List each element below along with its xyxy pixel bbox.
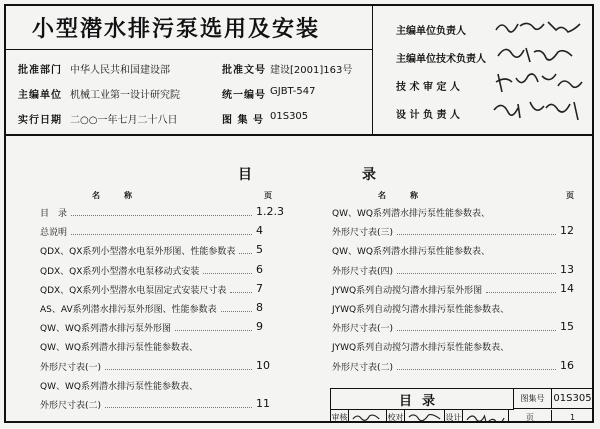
handwritten-signature	[490, 40, 586, 68]
toc-title-left: 目	[238, 167, 252, 183]
toc-leader-dots	[105, 360, 252, 370]
column-header-page: 页	[264, 191, 272, 200]
toc-entry-page: 16	[560, 358, 574, 372]
toc-entry-label: QW、WQ系列潜水排污泵性能参数表、	[40, 343, 198, 354]
toc-entry-label: QW、WQ系列潜水排污泵性能参数表、	[40, 381, 198, 392]
toc-entry-page: 6	[256, 262, 263, 276]
toc-entry-page: 10	[256, 358, 270, 372]
toc-leader-dots	[486, 283, 556, 293]
toc-entry-page: 7	[256, 281, 263, 295]
info-row-date	[6, 108, 372, 128]
toc-row	[40, 321, 286, 335]
toc-entry-label: 外形尺寸表(一)	[332, 324, 394, 335]
handwritten-signature	[490, 68, 586, 96]
toc-row	[40, 264, 286, 278]
toc-row	[332, 340, 590, 354]
toc-entry-label: JYWQ系列自动搅匀潜水排污泵外形图	[332, 285, 483, 296]
signature-role: 主编单位技术负责人	[396, 54, 486, 65]
toc-entry-page: 4	[256, 224, 263, 238]
toc-leader-dots	[397, 264, 556, 274]
toc-row	[40, 206, 286, 220]
design-label: 设计	[445, 410, 463, 423]
title-block-main: 目录	[331, 389, 514, 410]
toc-leader-dots	[175, 321, 252, 331]
toc-entry-page: 12	[560, 224, 574, 238]
toc-row	[332, 283, 590, 297]
info-value: 01S305	[270, 111, 309, 122]
toc-leader-dots	[397, 225, 556, 235]
toc-leader-dots	[230, 283, 252, 293]
toc-entry-page: 8	[256, 301, 263, 314]
toc-leader-dots	[71, 206, 252, 216]
info-key: 批准部门	[18, 65, 62, 76]
info-key: 主编单位	[18, 90, 62, 101]
toc-leader-dots	[203, 264, 252, 274]
title-block-signoff	[331, 410, 593, 423]
toc-entry-page: 1.2.3	[256, 205, 284, 218]
toc-entry-label: JYWQ系列自动搅匀潜水排污泵性能参数表、	[332, 305, 510, 315]
toc-entry-label: 总说明	[40, 228, 68, 239]
info-key: 实行日期	[18, 115, 62, 126]
info-value: 机械工业第一设计研究院	[70, 90, 180, 101]
signature-row	[380, 100, 590, 124]
toc-entry-page: 11	[256, 397, 270, 410]
toc-entry-label: QW、WQ系列潜水排污泵外形图	[40, 324, 171, 335]
toc-entry-page: 9	[256, 320, 263, 334]
toc-entry-label: 目 录	[40, 209, 68, 219]
info-key: 统一编号	[222, 90, 266, 101]
info-key: 图 集 号	[222, 115, 264, 126]
toc-entry-page: 5	[256, 243, 263, 257]
toc-entry-label: AS、AV系列潜水排污泵外形图、性能参数表	[40, 305, 217, 315]
toc-entry-label: QDX、QX系列小型潜水电泵固定式安装尺寸表	[40, 285, 227, 296]
toc-row	[40, 360, 286, 374]
toc-row	[332, 206, 590, 220]
toc-leader-dots	[239, 244, 252, 254]
signature-role: 主编单位负责人	[396, 26, 466, 37]
toc-entry-label: QDX、QX系列小型潜水电泵外形图、性能参数表	[40, 247, 236, 258]
toc-entry-label: 外形尺寸表(一)	[40, 362, 102, 373]
toc-leader-dots	[397, 321, 556, 331]
design-signature	[463, 410, 509, 423]
info-row-approval	[6, 58, 372, 78]
signature-role: 技 术 审 定 人	[396, 82, 460, 93]
toc-entry-label: 外形尺寸表(三)	[332, 228, 394, 239]
title-block	[330, 388, 593, 423]
check-signature	[405, 410, 445, 423]
info-value: 中华人民共和国建设部	[70, 65, 170, 76]
signature-role: 设 计 负 责 人	[396, 110, 460, 121]
toc-entry-page: 15	[560, 320, 574, 334]
info-value: GJBT-547	[270, 86, 316, 97]
toc-entry-label: JYWQ系列自动搅匀潜水排污泵性能参数表、	[332, 343, 510, 354]
toc-leader-dots	[71, 225, 252, 235]
check-label: 校对	[387, 410, 405, 423]
toc-row	[332, 302, 590, 316]
toc-title-right: 录	[362, 167, 376, 183]
atlas-number: 01S305	[552, 389, 593, 409]
toc-entry-label: 外形尺寸表(四)	[332, 266, 394, 277]
signature-row	[380, 72, 590, 96]
toc-row	[40, 302, 286, 316]
toc-entry-label: 外形尺寸表(二)	[332, 362, 394, 373]
toc-row	[40, 379, 286, 393]
toc-row	[40, 225, 286, 239]
page-label: 页	[509, 410, 552, 423]
page-number: 1	[569, 412, 576, 422]
review-label: 审核	[331, 410, 349, 423]
column-header-name: 名 称	[378, 191, 418, 200]
toc-row	[40, 340, 286, 354]
toc-entry-label: QW、WQ系列潜水排污泵性能参数表、	[332, 209, 490, 219]
toc-entry-label: QDX、QX系列小型潜水电泵移动式安装	[40, 266, 200, 277]
toc-row	[40, 244, 286, 258]
toc-row	[332, 264, 590, 278]
header	[6, 6, 592, 136]
signature-row	[380, 44, 590, 68]
toc-entry-page: 13	[560, 262, 574, 276]
atlas-label: 图集号	[514, 389, 552, 409]
info-value: 二○○一年七月二十八日	[70, 115, 178, 126]
signature-row	[380, 16, 590, 40]
toc-entry-label: 外形尺寸表(二)	[40, 401, 102, 411]
toc-leader-dots	[397, 360, 556, 370]
toc-leader-dots	[105, 398, 252, 408]
toc-row	[40, 283, 286, 297]
handwritten-signature	[490, 96, 586, 124]
column-header-name: 名 称	[92, 191, 132, 200]
toc-entry-label: QW、WQ系列潜水排污泵性能参数表、	[332, 247, 490, 258]
page-title: 小型潜水排污泵选用及安装	[6, 6, 372, 50]
handwritten-signature	[490, 12, 586, 40]
toc-entry-page: 14	[560, 281, 574, 295]
info-value: 建设[2001]163号	[270, 65, 353, 76]
toc-leader-dots	[221, 302, 252, 312]
column-header-page: 页	[566, 191, 574, 200]
toc-row	[40, 398, 286, 412]
toc-row	[332, 225, 590, 239]
toc-row	[332, 360, 590, 374]
toc-row	[332, 244, 590, 258]
info-row-editor	[6, 83, 372, 103]
header-info	[6, 6, 373, 134]
toc-row	[332, 321, 590, 335]
info-key: 批准文号	[222, 65, 266, 76]
review-signature	[349, 410, 387, 423]
drawing-sheet	[4, 4, 594, 423]
